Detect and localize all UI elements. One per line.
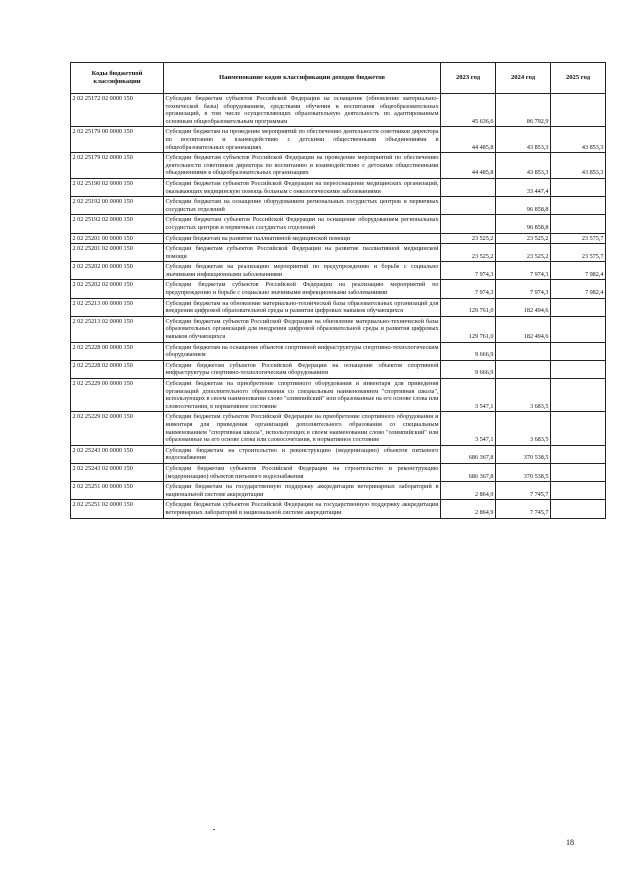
table-row: [71, 298, 606, 316]
row-2024: 370 538,5: [496, 463, 551, 481]
table-row: [71, 262, 606, 280]
row-code: 2 02 25172 02 0000 150: [71, 94, 164, 127]
row-name: Субсидии бюджетам субъектов Российской Федерации на развитие паллиативной медицинской помощи: [164, 244, 441, 262]
row-code: 2 02 25243 00 0000 150: [71, 445, 164, 463]
row-2025: 7 982,4: [551, 262, 606, 280]
row-code: 2 02 25213 02 0000 150: [71, 316, 164, 342]
row-2023: 2 864,9: [441, 482, 496, 500]
table-row: [71, 178, 606, 196]
row-2024: 3 683,5: [496, 412, 551, 445]
row-2025: [551, 360, 606, 378]
row-2023: 9 666,9: [441, 342, 496, 360]
budget-table: [70, 62, 606, 519]
table-row: [71, 316, 606, 342]
row-2025: [551, 412, 606, 445]
row-code: 2 02 25202 02 0000 150: [71, 280, 164, 298]
row-2025: 23 575,7: [551, 244, 606, 262]
row-code: 2 02 25251 00 0000 150: [71, 482, 164, 500]
row-name: Субсидии бюджетам субъектов Российской Федерации на обновление материально-технической базы образовательных организаций для внедрения цифровой образовательной среды и развития цифровых навыков обучающихся: [164, 316, 441, 342]
row-code: 2 02 25179 02 0000 150: [71, 153, 164, 179]
row-name: Субсидии бюджетам субъектов Российской Федерации на оснащение (обновление материально-технической базы) оборудованием, средствами обучения и воспитания общеобразовательных организаций, в том числе осуществляющих образовательную деятельность по адаптированным основным общеобразовательным программам: [164, 94, 441, 127]
table-row: [71, 342, 606, 360]
header-2025: 2025 год: [551, 63, 606, 94]
table-row: [71, 412, 606, 445]
row-name: Субсидии бюджетам субъектов Российской Федерации на приобретение спортивного оборудования и инвентаря для приведения организаций дополнительного образования со специальным наименованием "спортивная школа", использующих в своем наименовании слово "олимпийский" или образованные на его основе слова или словосочетания, в нормативное состояние: [164, 412, 441, 445]
table-row: [71, 153, 606, 179]
row-2025: 43 853,3: [551, 153, 606, 179]
row-2023: 7 974,3: [441, 262, 496, 280]
row-2024: 370 538,5: [496, 445, 551, 463]
table-row: [71, 215, 606, 233]
row-code: 2 02 25201 00 0000 150: [71, 233, 164, 244]
table-row: [71, 445, 606, 463]
table-body: [71, 94, 606, 519]
row-2024: 23 525,2: [496, 244, 551, 262]
row-2025: [551, 482, 606, 500]
row-2023: 45 636,6: [441, 94, 496, 127]
row-code: 2 02 25229 02 0000 150: [71, 412, 164, 445]
row-2025: 43 853,3: [551, 127, 606, 153]
row-code: 2 02 25228 02 0000 150: [71, 360, 164, 378]
row-2023: 44 485,8: [441, 127, 496, 153]
scan-speck: [213, 829, 215, 830]
row-2023: 23 525,2: [441, 233, 496, 244]
row-2025: [551, 94, 606, 127]
row-2023: [441, 197, 496, 215]
row-2023: 7 974,3: [441, 280, 496, 298]
row-2024: 33 447,4: [496, 178, 551, 196]
row-code: 2 02 25251 02 0000 150: [71, 500, 164, 518]
row-2024: [496, 342, 551, 360]
row-2023: 23 525,2: [441, 244, 496, 262]
table-row: [71, 244, 606, 262]
table-row: [71, 197, 606, 215]
row-name: Субсидии бюджетам на развитие паллиативной медицинской помощи: [164, 233, 441, 244]
row-name: Субсидии бюджетам субъектов Российской Федерации на проведение мероприятий по обеспечению деятельности советников директора по воспитанию и взаимодействию с детскими общественными объединениями в общеобразовательных организациях: [164, 153, 441, 179]
table-row: [71, 463, 606, 481]
row-2023: 129 761,0: [441, 298, 496, 316]
row-2024: 43 853,3: [496, 153, 551, 179]
row-code: 2 02 25243 02 0000 150: [71, 463, 164, 481]
row-2024: 7 974,3: [496, 262, 551, 280]
table-row: [71, 500, 606, 518]
row-name: Субсидии бюджетам на реализацию мероприятий по предупреждению и борьбе с социально значимыми инфекционными заболеваниями: [164, 262, 441, 280]
row-code: 2 02 25190 02 0000 150: [71, 178, 164, 196]
table-row: [71, 127, 606, 153]
row-2023: 2 864,9: [441, 500, 496, 518]
row-2023: 44 485,8: [441, 153, 496, 179]
row-2023: 9 666,9: [441, 360, 496, 378]
row-2024: [496, 360, 551, 378]
row-2024: 23 525,2: [496, 233, 551, 244]
row-2024: 7 745,7: [496, 482, 551, 500]
header-2024: 2024 год: [496, 63, 551, 94]
row-2024: 96 858,8: [496, 197, 551, 215]
row-code: 2 02 25192 02 0000 150: [71, 215, 164, 233]
row-2023: 129 761,0: [441, 316, 496, 342]
row-name: Субсидии бюджетам субъектов Российской Федерации на переоснащение медицинских организаций, оказывающих медицинскую помощь больным с онкологическими заболеваниями: [164, 178, 441, 196]
row-name: Субсидии бюджетам субъектов Российской Федерации на реализацию мероприятий по предупреждению и борьбе с социально значимыми инфекционными заболеваниями: [164, 280, 441, 298]
row-2025: 7 982,4: [551, 280, 606, 298]
row-code: 2 02 25201 02 0000 150: [71, 244, 164, 262]
row-2023: [441, 215, 496, 233]
row-2025: [551, 298, 606, 316]
row-2024: 43 853,3: [496, 127, 551, 153]
row-code: 2 02 25228 00 0000 150: [71, 342, 164, 360]
row-2023: 3 547,1: [441, 412, 496, 445]
row-2024: 182 494,6: [496, 316, 551, 342]
row-code: 2 02 25213 00 0000 150: [71, 298, 164, 316]
row-2025: [551, 342, 606, 360]
page-number: 18: [566, 838, 574, 847]
row-2023: 3 547,1: [441, 379, 496, 412]
row-2025: [551, 445, 606, 463]
row-code: 2 02 25192 00 0000 150: [71, 197, 164, 215]
row-name: Субсидии бюджетам субъектов Российской Федерации на оснащение объектов спортивной инфраструктуры спортивно-технологическим оборудованием: [164, 360, 441, 378]
table-header-row: [71, 63, 606, 94]
row-name: Субсидии бюджетам на обновление материально-технической базы образовательных организаций для внедрения цифровой образовательной среды и развития цифровых навыков обучающихся: [164, 298, 441, 316]
row-2024: 86 792,9: [496, 94, 551, 127]
row-2025: [551, 178, 606, 196]
row-2023: 686 367,8: [441, 463, 496, 481]
row-2024: 182 494,6: [496, 298, 551, 316]
header-name: Наименование кодов классификации доходов бюджетов: [164, 63, 441, 94]
table-row: [71, 379, 606, 412]
header-code: Коды бюджетной классификации: [71, 63, 164, 94]
table-row: [71, 94, 606, 127]
row-2025: [551, 500, 606, 518]
row-name: Субсидии бюджетам на оснащение объектов спортивной инфраструктуры спортивно-технологическим оборудованием: [164, 342, 441, 360]
header-2023: 2023 год: [441, 63, 496, 94]
table-row: [71, 360, 606, 378]
row-name: Субсидии бюджетам субъектов Российской Федерации на государственную поддержку аккредитации ветеринарных лабораторий в национальной системе аккредитации: [164, 500, 441, 518]
row-name: Субсидии бюджетам на строительство и реконструкцию (модернизацию) объектов питьевого водоснабжения: [164, 445, 441, 463]
row-2024: 96 858,8: [496, 215, 551, 233]
row-code: 2 02 25179 00 0000 150: [71, 127, 164, 153]
row-code: 2 02 25229 00 0000 150: [71, 379, 164, 412]
row-name: Субсидии бюджетам на оснащение оборудованием региональных сосудистых центров и первичных сосудистых отделений: [164, 197, 441, 215]
row-2024: 3 683,5: [496, 379, 551, 412]
row-name: Субсидии бюджетам субъектов Российской Федерации на строительство и реконструкцию (модернизацию) объектов питьевого водоснабжения: [164, 463, 441, 481]
table-row: [71, 233, 606, 244]
row-code: 2 02 25202 00 0000 150: [71, 262, 164, 280]
row-2024: 7 745,7: [496, 500, 551, 518]
row-name: Субсидии бюджетам на приобретение спортивного оборудования и инвентаря для приведения организаций дополнительного образования со специальным наименованием "спортивная школа", использующих в своем наименовании слово "олимпийский" или образованные на его основе слова или словосочетания, в нормативное состояние: [164, 379, 441, 412]
row-2025: [551, 316, 606, 342]
row-2025: [551, 463, 606, 481]
row-name: Субсидии бюджетам на государственную поддержку аккредитации ветеринарных лабораторий в национальной системе аккредитации: [164, 482, 441, 500]
table-row: [71, 280, 606, 298]
row-2025: [551, 197, 606, 215]
row-2025: 23 575,7: [551, 233, 606, 244]
row-name: Субсидии бюджетам субъектов Российской Федерации на оснащение оборудованием региональных сосудистых центров и первичных сосудистых отделений: [164, 215, 441, 233]
table-row: [71, 482, 606, 500]
row-2024: 7 974,3: [496, 280, 551, 298]
row-2025: [551, 215, 606, 233]
row-name: Субсидии бюджетам на проведение мероприятий по обеспечению деятельности советников директора по воспитанию и взаимодействию с детскими общественными объединениями в общеобразовательных организациях: [164, 127, 441, 153]
row-2025: [551, 379, 606, 412]
row-2023: [441, 178, 496, 196]
row-2023: 686 367,8: [441, 445, 496, 463]
